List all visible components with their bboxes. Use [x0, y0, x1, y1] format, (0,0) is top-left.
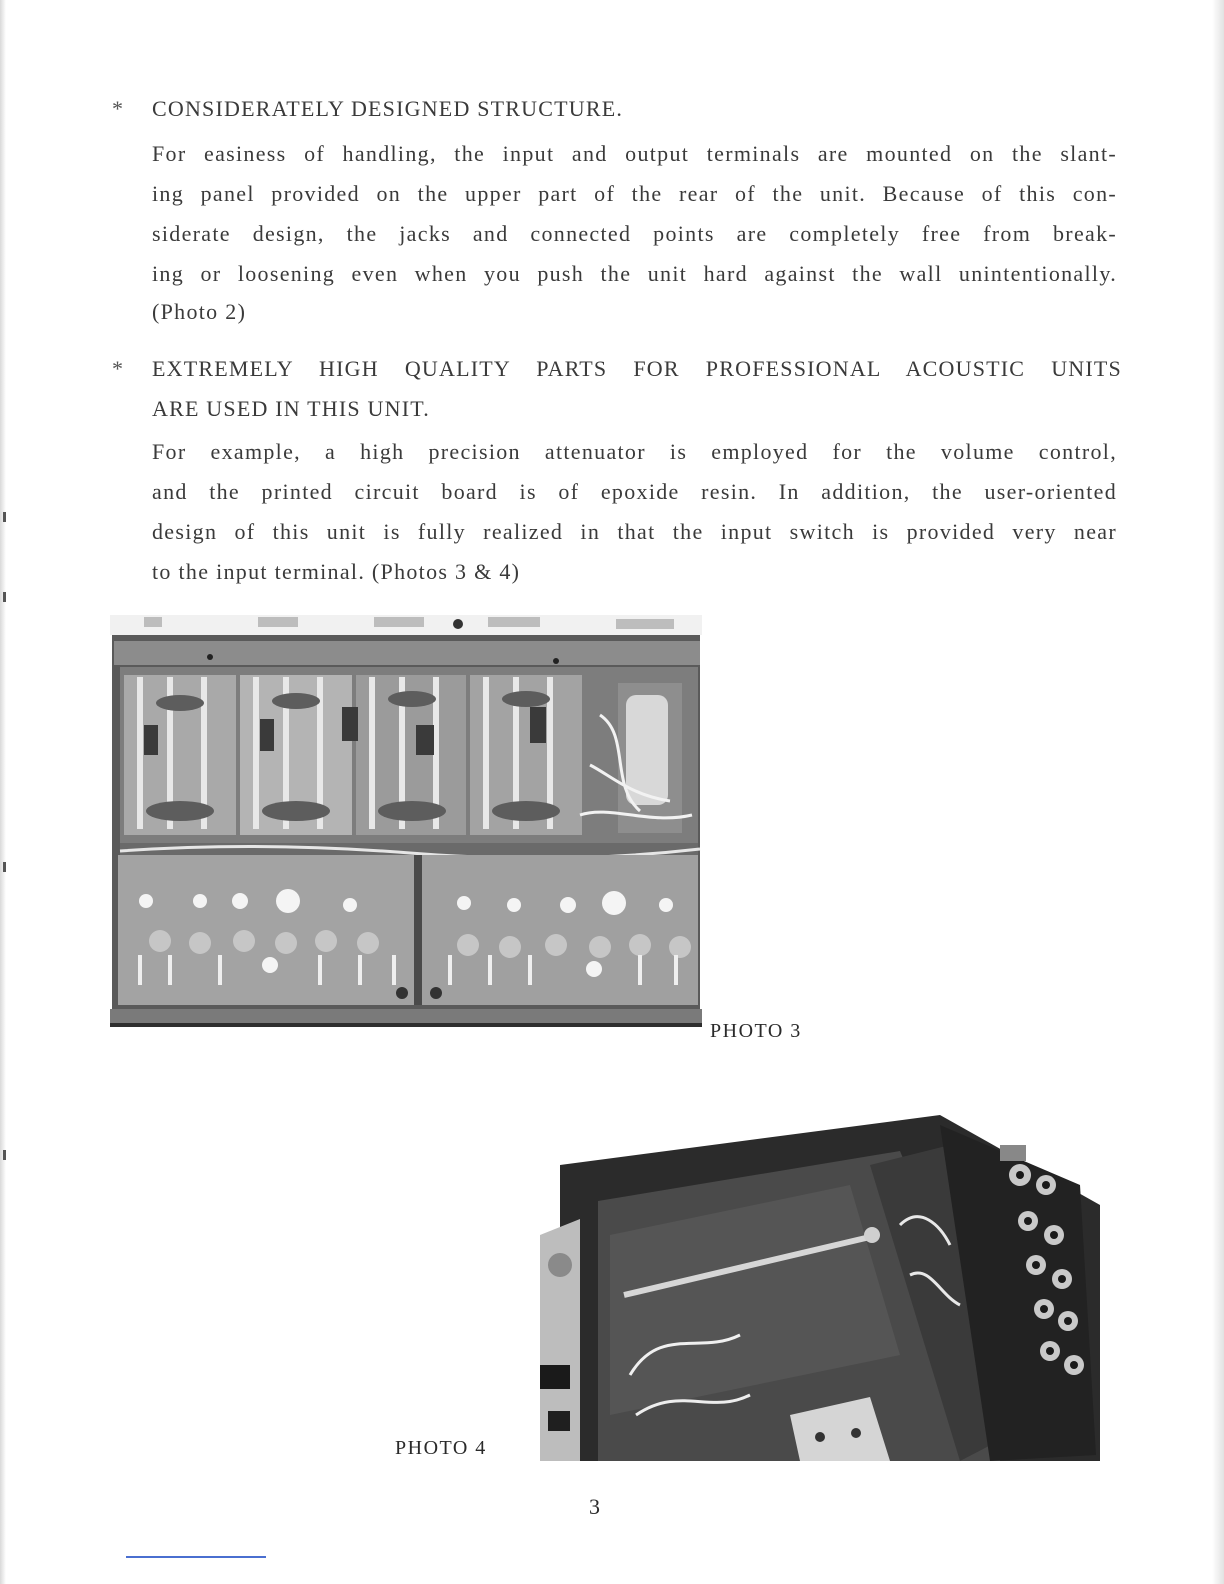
body-line: design of this unit is fully realized in that the input switch is provided very near — [152, 519, 1117, 544]
bullet-asterisk: * — [112, 356, 123, 381]
binder-mark — [3, 512, 6, 522]
body-line: ing panel provided on the upper part of the rear of the unit. Because of this con- — [152, 181, 1117, 206]
binder-mark — [3, 862, 6, 872]
section-heading: EXTREMELY HIGH QUALITY PARTS FOR PROFESSIONAL ACOUSTIC UNITS — [152, 356, 1122, 381]
section-structure — [112, 92, 1122, 332]
photo-3-image — [110, 615, 702, 1035]
page-right-edge — [1212, 0, 1224, 1584]
body-line: (Photo 2) — [152, 299, 247, 324]
body-line: to the input terminal. (Photos 3 & 4) — [152, 559, 521, 584]
body-line: For easiness of handling, the input and output terminals are mounted on the slant- — [152, 141, 1117, 166]
photo-4-caption: PHOTO 4 — [395, 1437, 487, 1459]
body-line: For example, a high precision attenuator is employed for the volume control, — [152, 439, 1117, 464]
body-line: and the printed circuit board is of epoxide resin. In addition, the user-oriented — [152, 479, 1117, 504]
photo-4-image — [540, 1115, 1100, 1465]
binder-mark — [3, 1150, 6, 1160]
page-left-edge — [0, 0, 6, 1584]
body-line: ing or loosening even when you push the unit hard against the wall unintentionally. — [152, 261, 1117, 286]
photo-3-caption: PHOTO 3 — [710, 1020, 802, 1042]
page-number: 3 — [589, 1494, 600, 1519]
body-line: siderate design, the jacks and connected points are completely free from break- — [152, 221, 1117, 246]
section-heading: CONSIDERATELY DESIGNED STRUCTURE. — [152, 96, 624, 121]
section-heading: ARE USED IN THIS UNIT. — [152, 396, 430, 421]
binder-mark — [3, 592, 6, 602]
bullet-asterisk: * — [112, 96, 123, 121]
footer-rule — [126, 1556, 266, 1558]
section-parts — [112, 352, 1122, 592]
